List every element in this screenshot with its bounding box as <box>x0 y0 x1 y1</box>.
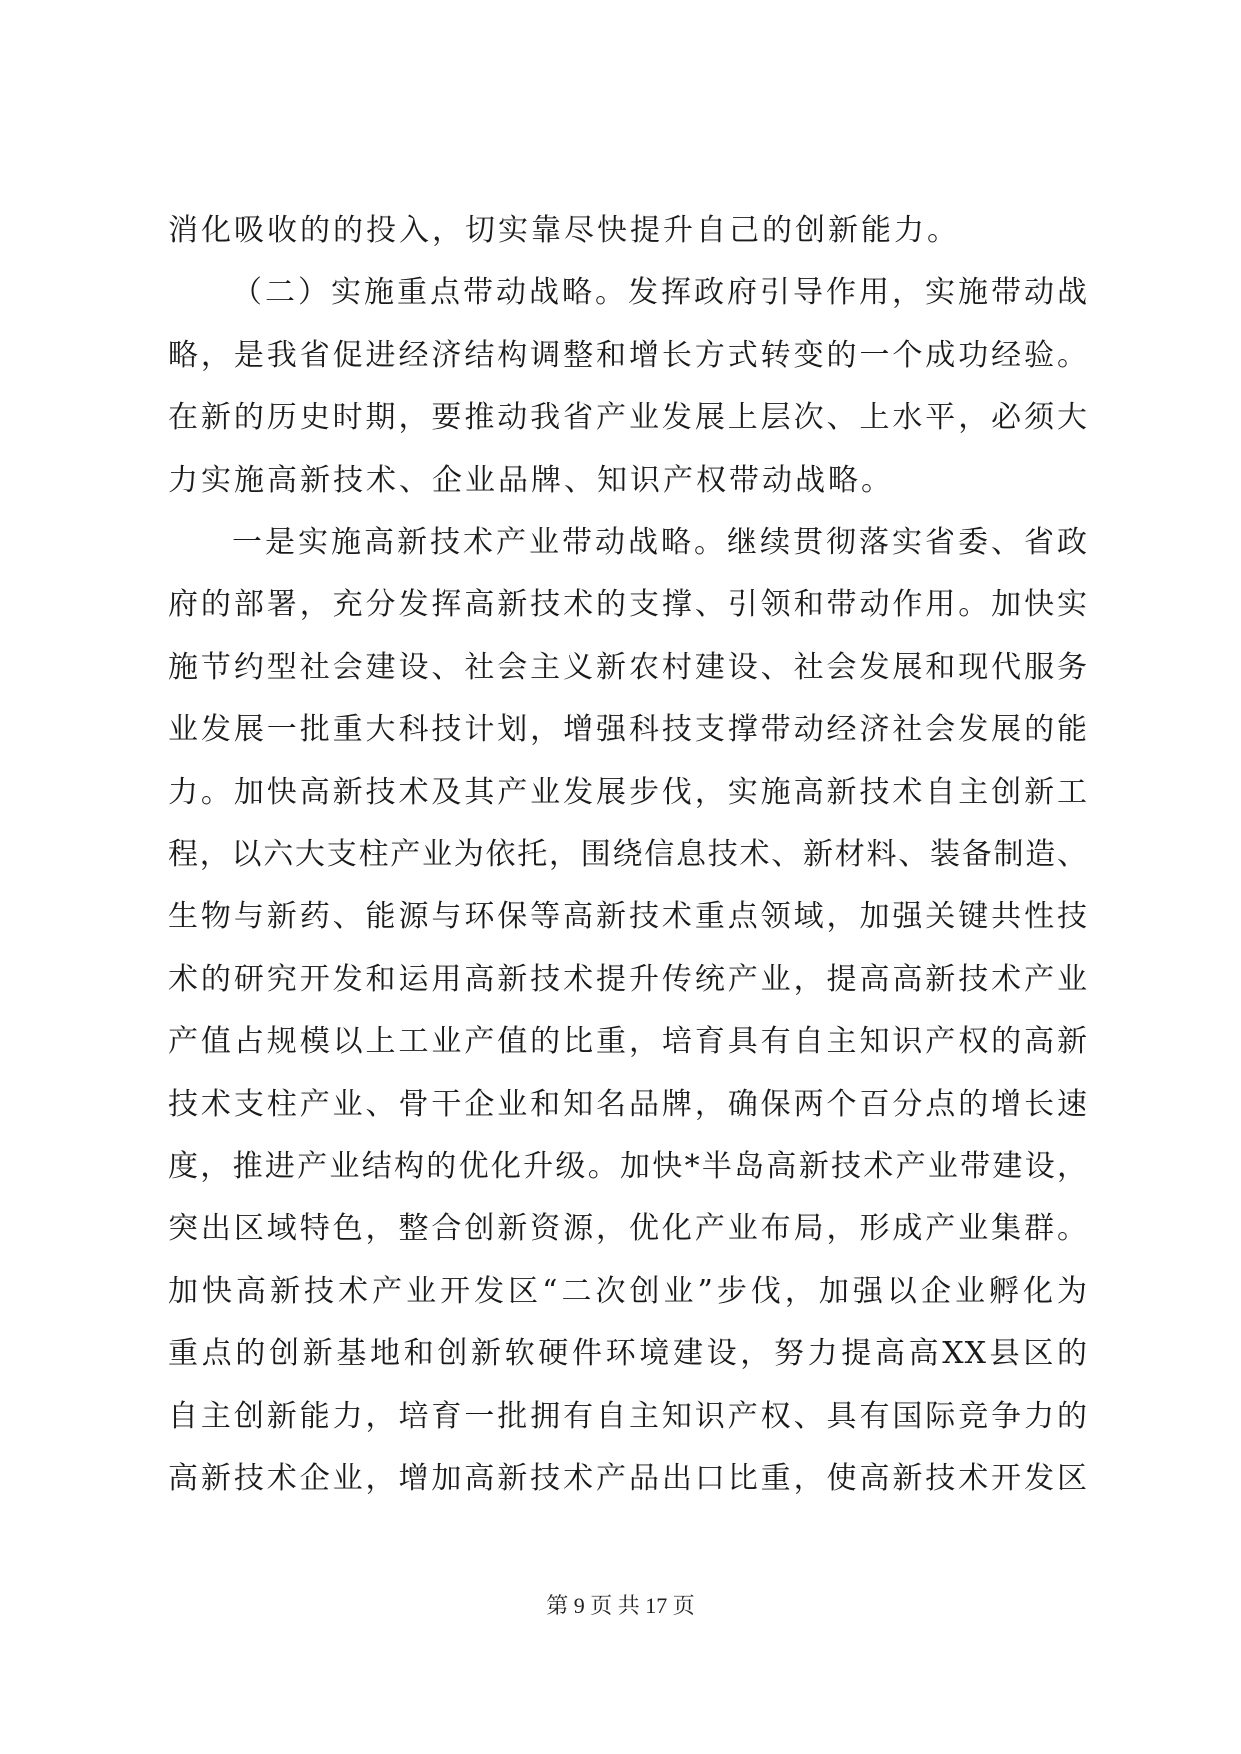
paragraph-line: 一是实施高新技术产业带动战略。继续贯彻落实省委、省政 <box>232 525 1088 560</box>
paragraph-line: 术的研究开发和运用高新技术提升传统产业，提高高新技术产业 <box>168 962 1088 997</box>
paragraph-line: 产值占规模以上工业产值的比重，培育具有自主知识产权的高新 <box>168 1024 1088 1059</box>
paragraph-line: （二）实施重点带动战略。发挥政府引导作用，实施带动战 <box>232 275 1088 310</box>
paragraph-line: 突出区域特色，整合创新资源，优化产业布局，形成产业集群。 <box>168 1211 1088 1246</box>
paragraph-line: 施节约型社会建设、社会主义新农村建设、社会发展和现代服务 <box>168 650 1088 685</box>
paragraph-line: 自主创新能力，培育一批拥有自主知识产权、具有国际竞争力的 <box>168 1399 1088 1434</box>
paragraph-line: 程，以六大支柱产业为依托，围绕信息技术、新材料、装备制造、 <box>168 837 1088 872</box>
paragraph-line: 业发展一批重大科技计划，增强科技支撑带动经济社会发展的能 <box>168 712 1088 747</box>
paragraph-line: 加快高新技术产业开发区“二次创业”步伐，加强以企业孵化为 <box>168 1274 1088 1309</box>
paragraph-line: 度，推进产业结构的优化升级。加快*半岛高新技术产业带建设， <box>168 1149 1088 1184</box>
page-number-footer: 第 9 页 共 17 页 <box>546 1593 695 1618</box>
paragraph-line: 力。加快高新技术及其产业发展步伐，实施高新技术自主创新工 <box>168 775 1088 810</box>
paragraph-line: 府的部署，充分发挥高新技术的支撑、引领和带动作用。加快实 <box>168 587 1088 622</box>
paragraph-line: 生物与新药、能源与环保等高新技术重点领域，加强关键共性技 <box>168 899 1088 934</box>
paragraph-line: 技术支柱产业、骨干企业和知名品牌，确保两个百分点的增长速 <box>168 1087 1088 1122</box>
paragraph-line: 重点的创新基地和创新软硬件环境建设，努力提高高XX县区的 <box>168 1336 1088 1371</box>
paragraph-line: 消化吸收的的投入，切实靠尽快提升自己的创新能力。 <box>168 213 960 248</box>
paragraph-line: 力实施高新技术、企业品牌、知识产权带动战略。 <box>168 463 894 498</box>
paragraph-line: 在新的历史时期，要推动我省产业发展上层次、上水平，必须大 <box>168 400 1088 435</box>
paragraph-line: 高新技术企业，增加高新技术产品出口比重，使高新技术开发区 <box>168 1461 1088 1496</box>
paragraph-line: 略，是我省促进经济结构调整和增长方式转变的一个成功经验。 <box>168 338 1088 373</box>
